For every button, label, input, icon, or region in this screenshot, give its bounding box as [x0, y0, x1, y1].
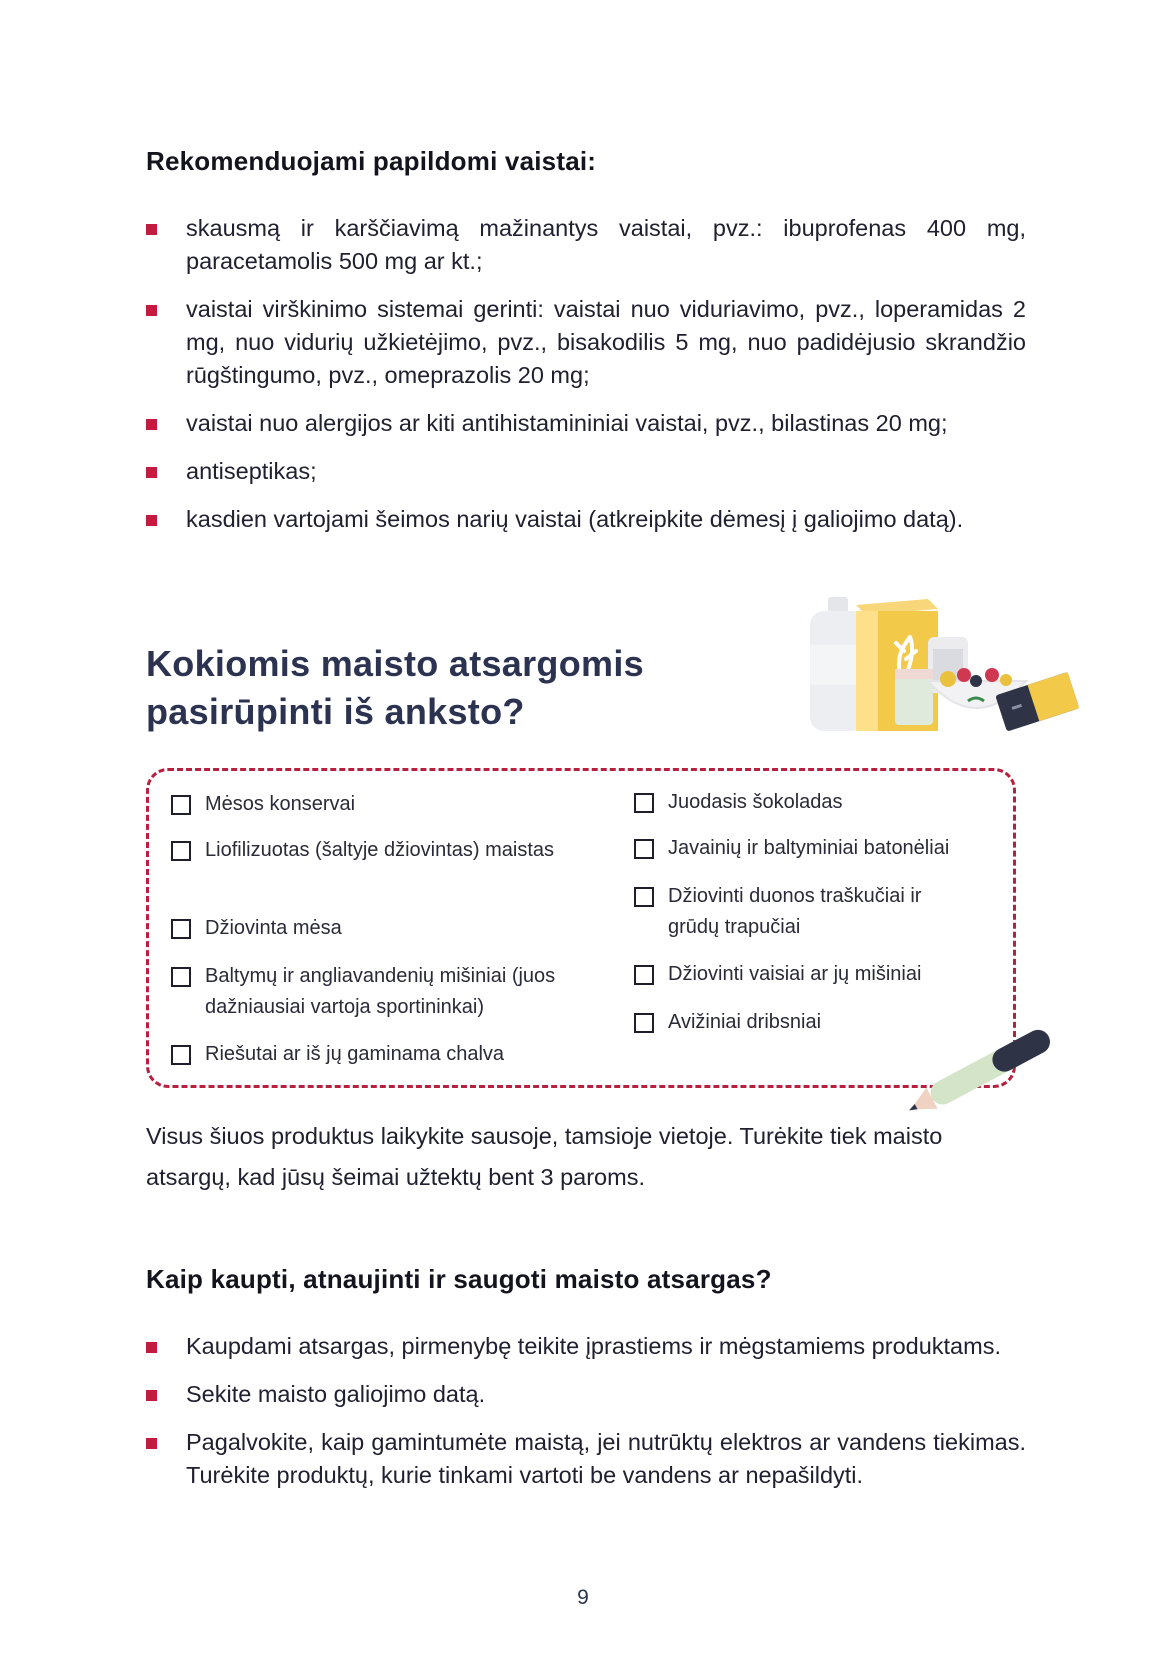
checkbox[interactable] — [171, 841, 191, 861]
checkbox[interactable] — [634, 965, 654, 985]
checklist-item[interactable]: Baltymų ir angliavandenių mišiniai (juos dažniausiai vartoja sportininkai) — [171, 961, 601, 1023]
storage-note: Visus šiuos produktus laikykite sausoje, tamsioje vietoje. Turėkite tiek maisto atsargų, kad jūsų šeimai užtektų bent 3 paroms. — [146, 1123, 943, 1190]
checklist-item[interactable]: Džiovinti vaisiai ar jų mišiniai — [634, 959, 1004, 990]
checkbox[interactable] — [171, 1045, 191, 1065]
checklist-item[interactable]: Javainių ir baltyminiai batonėliai — [634, 833, 1004, 864]
medicines-list — [146, 212, 1026, 536]
checklist-item[interactable]: Avižiniai dribsniai — [634, 1007, 1004, 1038]
checkbox[interactable] — [171, 919, 191, 939]
list-item: kasdien vartojami šeimos narių vaistai (atkreipkite dėmesį į galiojimo datą). — [146, 503, 1026, 536]
checklist-item[interactable]: Juodasis šokoladas — [634, 787, 1004, 818]
bullet-icon — [146, 515, 157, 526]
list-item: vaistai nuo alergijos ar kiti antihistamininiai vaistai, pvz., bilastinas 20 mg; — [146, 407, 1026, 440]
list-item: skausmą ir karščiavimą mažinantys vaistai, pvz.: ibuprofenas 400 mg, paracetamolis 500 mg ar kt.; — [146, 212, 1026, 278]
checkbox[interactable] — [171, 967, 191, 987]
food-checklist-panel — [146, 768, 1016, 1088]
food-supplies-illustration — [800, 585, 1120, 745]
checkbox[interactable] — [171, 795, 191, 815]
list-item: vaistai virškinimo sistemai gerinti: vaistai nuo viduriavimo, pvz., loperamidas 2 mg, nuo vidurių užkietėjimo, pvz., bisakodilis 5 mg, nuo padidėjusio skrandžio rūgštingumo, pvz., omeprazolis 20 mg; — [146, 293, 1026, 392]
bullet-icon — [146, 224, 157, 235]
storage-list — [146, 1330, 1026, 1492]
list-item: Pagalvokite, kaip gamintumėte maistą, jei nutrūktų elektros ar vandens tiekimas. Turėkite produktų, kurie tinkami vartoti be vandens ar nepašildyti. — [146, 1426, 1026, 1492]
checklist-item[interactable]: Džiovinti duonos traškučiai ir grūdų trapučiai — [634, 881, 974, 943]
food-title-line-2: pasirūpinti iš anksto? — [146, 691, 525, 732]
list-item: Sekite maisto galiojimo datą. — [146, 1378, 1026, 1411]
list-item: antiseptikas; — [146, 455, 1026, 488]
checklist-item[interactable]: Liofilizuotas (šaltyje džiovintas) maistas — [171, 835, 571, 866]
bullet-icon — [146, 305, 157, 316]
storage-heading: Kaip kaupti, atnaujinti ir saugoti maisto atsargas? — [146, 1264, 772, 1294]
bullet-icon — [146, 1342, 157, 1353]
medicines-heading: Rekomenduojami papildomi vaistai: — [146, 146, 597, 176]
food-section-title — [146, 640, 644, 736]
checkbox[interactable] — [634, 1013, 654, 1033]
page-number: 9 — [577, 1586, 589, 1609]
bullet-icon — [146, 1390, 157, 1401]
checklist-item[interactable]: Riešutai ar iš jų gaminama chalva — [171, 1039, 601, 1070]
food-title-line-1: Kokiomis maisto atsargomis — [146, 643, 644, 684]
checkbox[interactable] — [634, 793, 654, 813]
bullet-icon — [146, 1438, 157, 1449]
checklist-item[interactable]: Mėsos konservai — [171, 789, 601, 820]
list-item: Kaupdami atsargas, pirmenybę teikite įprastiems ir mėgstamiems produktams. — [146, 1330, 1026, 1363]
bullet-icon — [146, 467, 157, 478]
checkbox[interactable] — [634, 887, 654, 907]
pen-illustration — [895, 1020, 1075, 1120]
bullet-icon — [146, 419, 157, 430]
checklist-item[interactable]: Džiovinta mėsa — [171, 913, 601, 944]
checkbox[interactable] — [634, 839, 654, 859]
